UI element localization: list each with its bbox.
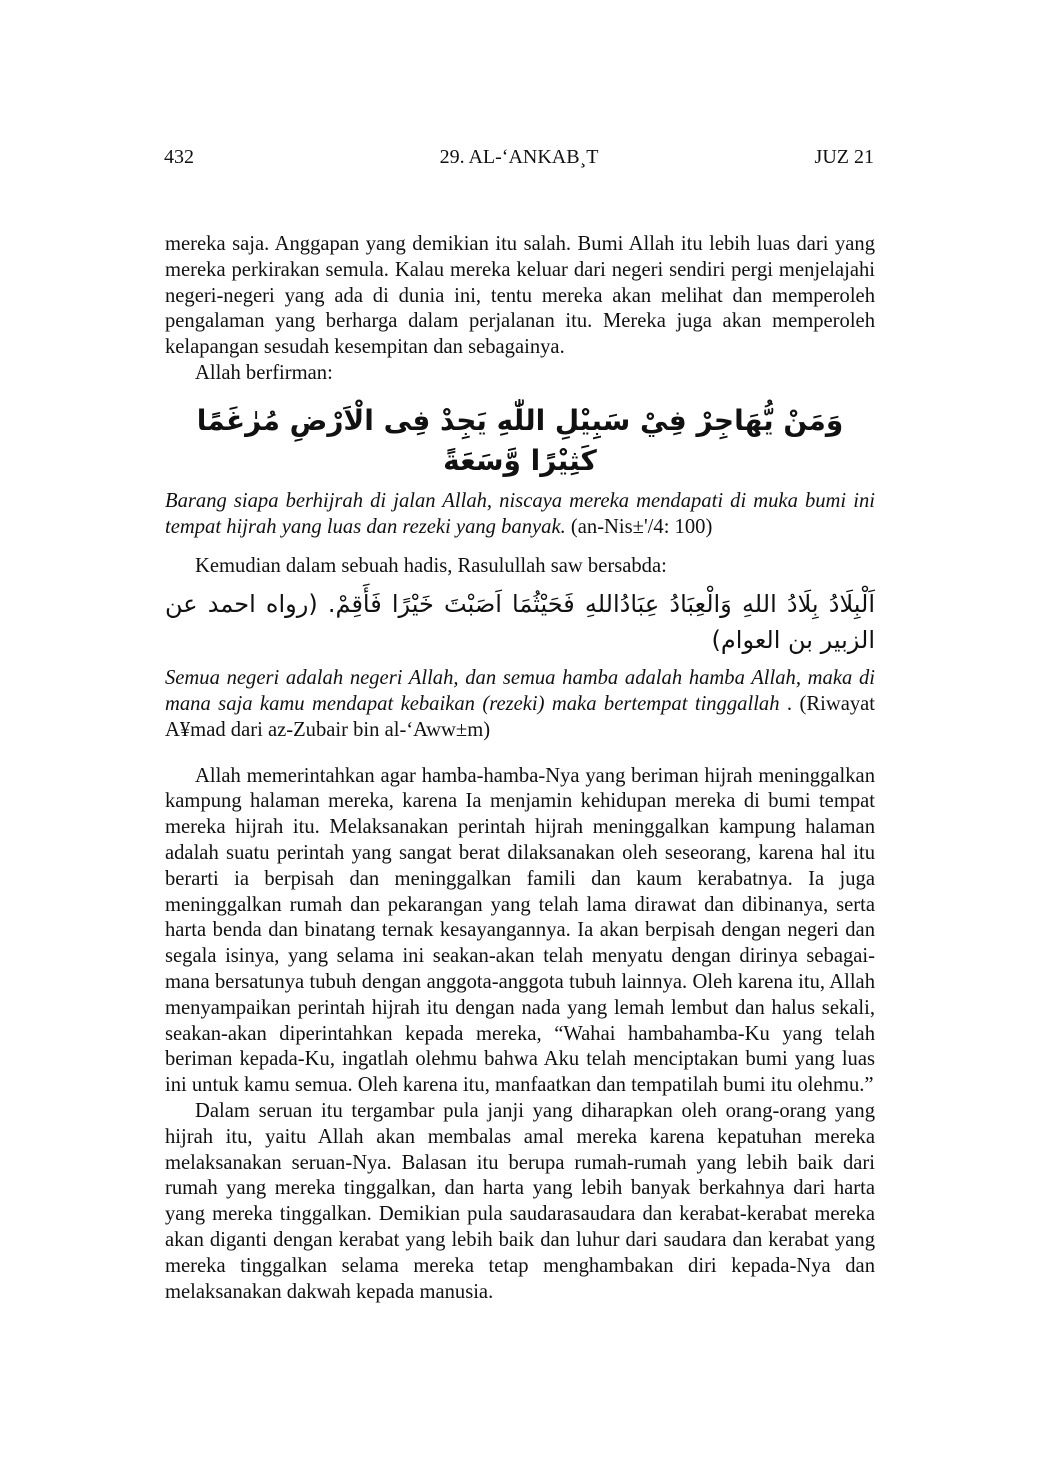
juz-label: JUZ 21 [814, 146, 874, 168]
spacer [165, 540, 875, 554]
paragraph-1: mereka saja. Anggapan yang demikian itu salah. Bumi Allah itu lebih luas dari yang mereka perkirakan semula. Kalau mereka keluar dari negeri sendiri pergi menjelajahi negeri-negeri yang ada di dunia ini, tentu mereka akan melihat dan memperoleh pengalaman yang berharga dalam perjalanan itu. Mereka juga akan memperoleh kelapangan sesudah kesempitan dan sebagainya. [165, 233, 875, 359]
arabic-hadith: اَلْبِلَادُ بِلَادُ اللهِ وَالْعِبَادُ عِبَادُاللهِ فَحَيْثُمَا اَصَبْتَ خَيْرًا فَأَقِمْ. (رواه احمد عن الزبير بن العوام) [165, 590, 875, 655]
page-header [164, 146, 874, 174]
paragraph-hadis-intro: Kemudian dalam sebuah hadis, Rasulullah saw bersabda: [195, 555, 667, 578]
hadith-reference: . (Riwayat A¥mad dari az-Zubair bin al-‘Aww±m) [165, 692, 875, 741]
spacer [165, 744, 875, 764]
paragraph-4: Allah memerintahkan agar hamba-hamba-Nya yang beriman hijrah meninggalkan kampung halaman mereka, karena Ia menjamin kehidupan mereka di bumi tempat mereka hijrah itu. Melaksanakan perintah hijrah meninggalkan kampung halaman adalah suatu perintah yang sangat berat dilaksanakan oleh seseorang, karena hal itu berarti ia berpisah dan meninggalkan famili dan kaum kerabatnya. Ia juga meninggalkan rumah dan pekarangan yang telah lama dirawat dan dibinanya, serta harta benda dan binatang ternak kesayangannya. Ia akan berpisah dengan negeri dan segala isinya, yang selama ini seakan-akan telah menyatu dengan dirinya sebagaimana bersatunya tubuh dengan anggota-anggota tubuh lainnya. Oleh karena itu, Allah menyampaikan perintah hijrah itu dengan nada yang lemah lembut dan halus sekali, seakan-akan diperintahkan kepada mereka, “Wahai hambahamba-Ku yang telah beriman kepada-Ku, ingatlah olehmu bahwa Aku telah menciptakan bumi yang luas ini untuk kamu semua. Oleh karena itu, manfaatkan dan tempatilah bumi itu olehmu.” [165, 764, 875, 1097]
hadith-translation-block [165, 666, 875, 743]
verse-reference: (an-Nis±'/4: 100) [565, 515, 713, 538]
verse-translation: Barang siapa berhijrah di jalan Allah, niscaya mereka mendapati di muka bumi ini tempat hijrah yang luas dan rezeki yang banyak. [165, 489, 875, 538]
verse-translation-block [165, 489, 875, 541]
surah-title: 29. AL-‘ANKAB¸T [439, 146, 599, 168]
page-body [165, 232, 875, 1305]
paragraph-5: Dalam seruan itu tergambar pula janji yang diharapkan oleh orang-orang yang hijrah itu, yaitu Allah akan membalas amal mereka karena kepatuhan mereka melaksanakan seruan-Nya. Balasan itu berupa rumah-rumah yang lebih baik dari rumah yang mereka tinggalkan, dan harta yang lebih banyak berkahnya dari harta yang mereka tinggalkan. Demikian pula saudarasaudara dan kerabat-kerabat mereka akan diganti dengan kerabat yang lebih baik dan luhur dari saudara dan kerabat yang mereka tinggalkan selama mereka tetap menghambakan diri kepada-Nya dan melaksanakan dakwah kepada manusia. [165, 1099, 875, 1303]
page-number: 432 [164, 146, 194, 168]
paragraph-allah-berfirman: Allah berfirman: [195, 361, 333, 384]
arabic-verse: وَمَنْ يُّهَاجِرْ فِيْ سَبِيْلِ اللّٰهِ يَجِدْ فِى الْاَرْضِ مُرٰغَمًا كَثِيْرًا وَّسَعَةً [196, 403, 844, 477]
hadith-translation: Semua negeri adalah negeri Allah, dan semua hamba adalah hamba Allah, maka di mana saja kamu mendapat kebaikan (rezeki) maka bertempat tinggallah [165, 667, 875, 715]
